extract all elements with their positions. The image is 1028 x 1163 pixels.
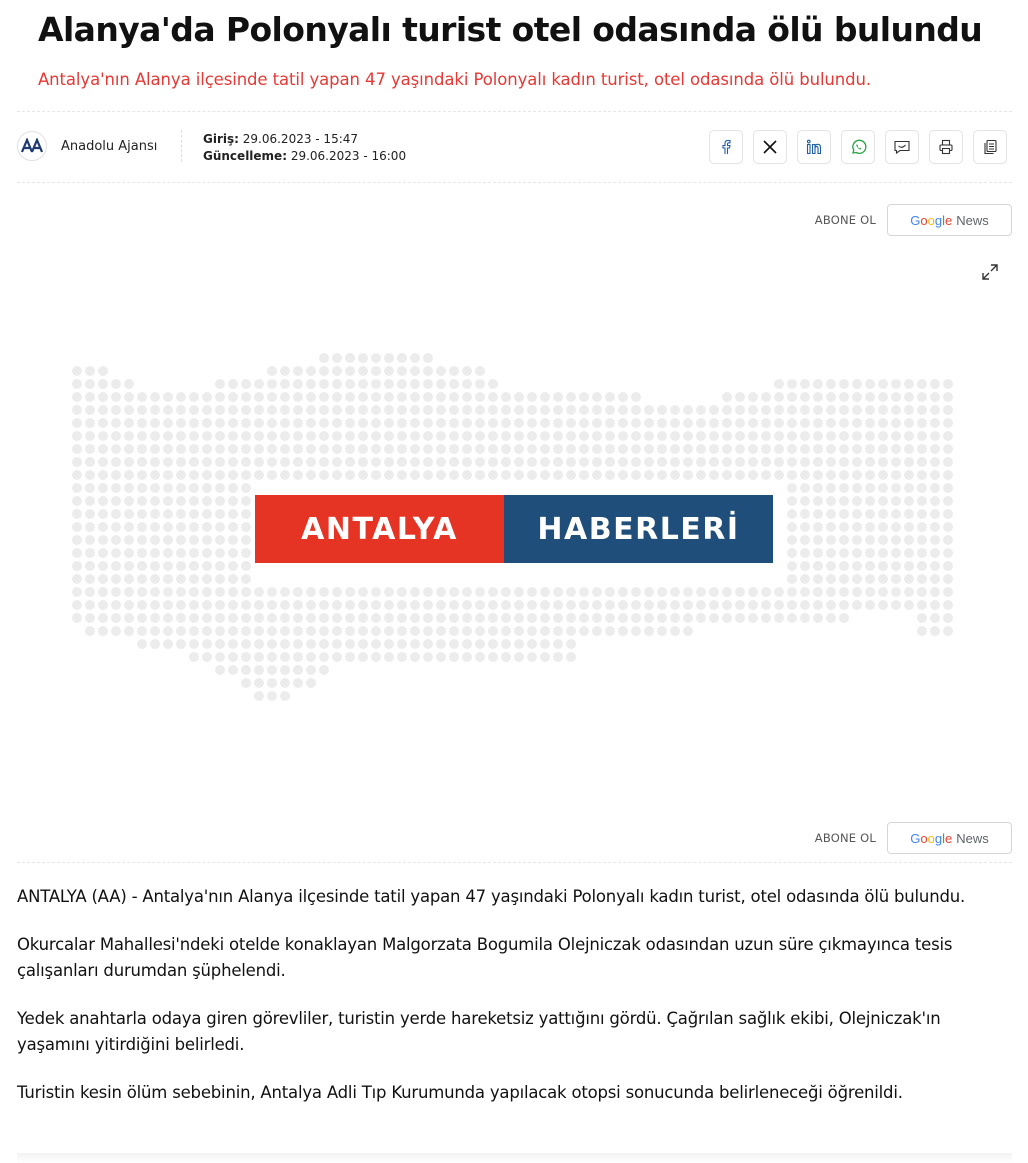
google-news-button[interactable]: Google News	[887, 822, 1012, 854]
updated-label: Güncelleme:	[203, 149, 287, 163]
footer-shadow	[17, 1153, 1012, 1163]
x-share-button[interactable]	[753, 130, 787, 164]
banner-antalya: ANTALYA	[255, 495, 504, 563]
google-news-subscribe-top	[815, 204, 1012, 236]
author-name: Anadolu Ajansı	[61, 138, 158, 154]
updated-date: 29.06.2023 - 16:00	[290, 149, 407, 163]
whatsapp-share-button[interactable]	[841, 130, 875, 164]
x-icon	[763, 140, 777, 154]
copy-icon	[983, 139, 998, 155]
comment-button[interactable]	[885, 130, 919, 164]
article-dates	[203, 131, 406, 165]
google-news-button[interactable]: Google News	[887, 204, 1012, 236]
banner-haberleri: HABERLERİ	[504, 495, 773, 563]
published-date: 29.06.2023 - 15:47	[242, 132, 359, 146]
divider	[17, 182, 1012, 183]
linkedin-share-button[interactable]	[797, 130, 831, 164]
article-title: Alanya'da Polonyalı turist otel odasında ölü bulundu	[38, 10, 983, 49]
google-news-logo: Google	[910, 830, 953, 846]
meta-separator	[181, 130, 182, 162]
google-news-subscribe-bottom	[815, 822, 1012, 854]
expand-icon[interactable]	[980, 262, 1000, 282]
author[interactable]	[17, 131, 157, 161]
antalya-haberleri-banner	[255, 495, 773, 563]
google-news-logo: Google	[910, 212, 953, 228]
article-body	[17, 884, 1012, 1128]
print-button[interactable]	[929, 130, 963, 164]
article-paragraph: ANTALYA (AA) - Antalya'nın Alanya ilçesinde tatil yapan 47 yaşındaki Polonyalı kadın turist, otel odasında ölü bulundu.	[17, 887, 966, 906]
comment-icon	[893, 139, 911, 155]
article-paragraph: Okurcalar Mahallesi'ndeki otelde konaklayan Malgorzata Bogumila Olejniczak odasından uzun süre çıkmayınca tesis çalışanları durumdan şüphelendi.	[17, 935, 953, 980]
published-label: Giriş:	[203, 132, 239, 146]
whatsapp-icon	[850, 139, 867, 156]
facebook-share-button[interactable]	[709, 130, 743, 164]
facebook-icon	[718, 139, 734, 155]
subscribe-label: ABONE OL	[814, 831, 876, 845]
aa-logo-icon	[17, 131, 47, 161]
print-icon	[938, 139, 954, 155]
copy-link-button[interactable]	[973, 130, 1007, 164]
share-buttons	[709, 130, 1007, 164]
article-paragraph: Turistin kesin ölüm sebebinin, Antalya Adli Tıp Kurumunda yapılacak otopsi sonucunda belirleneceği öğrenildi.	[17, 1083, 903, 1102]
divider	[17, 862, 1012, 863]
linkedin-icon	[806, 139, 822, 155]
article-meta	[17, 112, 1012, 182]
article-spot: Antalya'nın Alanya ilçesinde tatil yapan 47 yaşındaki Polonyalı kadın turist, otel odasında ölü bulundu.	[38, 70, 872, 89]
subscribe-label: ABONE OL	[814, 213, 876, 227]
article-paragraph: Yedek anahtarla odaya giren görevliler, turistin yerde hareketsiz yattığını gördü. Çağrılan sağlık ekibi, Olejniczak'ın yaşamını yitirdiğini belirledi.	[17, 1009, 941, 1054]
